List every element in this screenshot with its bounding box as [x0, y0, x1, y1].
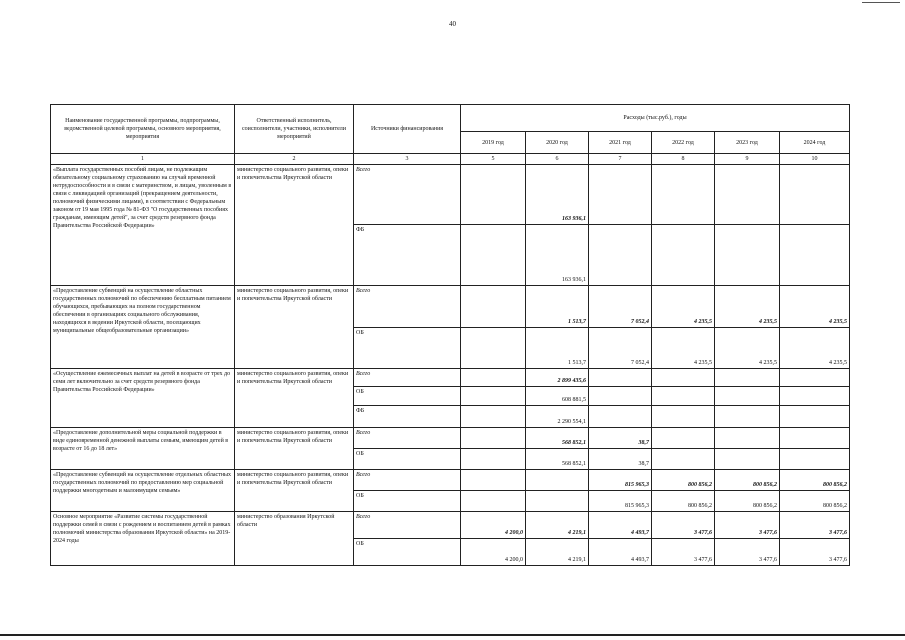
value-cell: 3 477,6	[780, 539, 850, 566]
value-cell: 4 235,5	[780, 286, 850, 328]
value-cell	[652, 165, 715, 225]
value-cell: 3 477,6	[652, 539, 715, 566]
value-cell: 800 856,2	[652, 491, 715, 512]
source-label: Всего	[354, 286, 461, 328]
value-cell: 2 290 554,1	[526, 406, 589, 428]
value-cell: 800 856,2	[780, 491, 850, 512]
source-label: ФБ	[354, 225, 461, 286]
value-cell	[526, 491, 589, 512]
value-cell: 163 936,1	[526, 225, 589, 286]
source-label: Всего	[354, 470, 461, 491]
column-number: 10	[780, 154, 850, 165]
value-cell: 3 477,6	[715, 512, 780, 539]
value-cell: 38,7	[589, 449, 652, 470]
value-cell: 1 513,7	[526, 328, 589, 369]
value-cell: 4 235,5	[780, 328, 850, 369]
value-cell: 568 852,1	[526, 449, 589, 470]
value-cell	[715, 369, 780, 387]
source-label: ФБ	[354, 406, 461, 428]
value-cell: 800 856,2	[780, 470, 850, 491]
executor: министерство социального развития, опеки и попечительства Иркутской области	[235, 470, 354, 512]
value-cell: 1 513,7	[526, 286, 589, 328]
table-row	[51, 369, 850, 387]
corner-rule	[862, 2, 900, 3]
value-cell: 2 899 435,6	[526, 369, 589, 387]
value-cell: 3 477,6	[652, 512, 715, 539]
value-cell	[652, 428, 715, 449]
value-cell: 3 477,6	[780, 512, 850, 539]
value-cell	[715, 165, 780, 225]
value-cell	[652, 449, 715, 470]
column-number: 8	[652, 154, 715, 165]
source-label: ОБ	[354, 328, 461, 369]
value-cell: 815 965,3	[589, 470, 652, 491]
header-program: Наименование государственной программы, подпрограммы, ведомственной целевой программы, основного мероприятия, мероприятия	[51, 105, 235, 154]
value-cell	[780, 449, 850, 470]
value-cell	[780, 387, 850, 406]
header-expenses: Расходы (тыс.руб.), годы	[461, 105, 850, 132]
value-cell	[715, 225, 780, 286]
value-cell: 800 856,2	[715, 470, 780, 491]
column-number: 1	[51, 154, 235, 165]
column-number: 3	[354, 154, 461, 165]
value-cell: 568 852,1	[526, 428, 589, 449]
value-cell: 4 200,0	[461, 512, 526, 539]
header-sources: Источники финансирования	[354, 105, 461, 154]
source-label: ОБ	[354, 387, 461, 406]
executor: министерство социального развития, опеки и попечительства Иркутской области	[235, 369, 354, 428]
executor: министерство социального развития, опеки и попечительства Иркутской области	[235, 286, 354, 369]
header-year: 2021 год	[589, 132, 652, 154]
value-cell	[526, 470, 589, 491]
column-number: 9	[715, 154, 780, 165]
value-cell	[461, 470, 526, 491]
value-cell: 38,7	[589, 428, 652, 449]
value-cell	[461, 387, 526, 406]
column-number: 5	[461, 154, 526, 165]
value-cell	[715, 387, 780, 406]
header-year: 2023 год	[715, 132, 780, 154]
value-cell	[780, 165, 850, 225]
value-cell	[461, 328, 526, 369]
source-label: ОБ	[354, 491, 461, 512]
page-number: 40	[449, 20, 456, 28]
value-cell	[589, 369, 652, 387]
value-cell	[461, 286, 526, 328]
page-bottom-rule	[0, 634, 905, 636]
table-row	[51, 428, 850, 449]
value-cell: 800 856,2	[652, 470, 715, 491]
column-number: 2	[235, 154, 354, 165]
header-year: 2019 год	[461, 132, 526, 154]
program-name: «Предоставление субвенций на осуществление отдельных областных государственных полномочий по предоставлению мер социальной поддержки многодетным и малоимущим семьям»	[51, 470, 235, 512]
value-cell	[461, 449, 526, 470]
table-row	[51, 286, 850, 328]
value-cell	[461, 406, 526, 428]
value-cell: 815 965,3	[589, 491, 652, 512]
value-cell: 4 235,5	[715, 286, 780, 328]
value-cell	[461, 165, 526, 225]
value-cell	[652, 406, 715, 428]
program-name: Основное мероприятие «Развитие системы государственной поддержки семей в связи с рождением и воспитанием детей в рамках полномочий министерства образования Иркутской области» на 2019-2024 годы	[51, 512, 235, 566]
source-label: Всего	[354, 428, 461, 449]
value-cell: 4 200,0	[461, 539, 526, 566]
value-cell: 163 936,1	[526, 165, 589, 225]
value-cell	[780, 369, 850, 387]
table-row	[51, 512, 850, 539]
value-cell: 3 477,6	[715, 539, 780, 566]
value-cell	[461, 428, 526, 449]
executor: министерство социального развития, опеки и попечительства Иркутской области	[235, 165, 354, 286]
value-cell	[461, 225, 526, 286]
value-cell	[780, 428, 850, 449]
value-cell	[652, 369, 715, 387]
value-cell: 4 219,1	[526, 539, 589, 566]
value-cell	[589, 387, 652, 406]
value-cell: 4 235,5	[652, 286, 715, 328]
value-cell	[780, 225, 850, 286]
value-cell	[715, 428, 780, 449]
value-cell	[461, 491, 526, 512]
value-cell: 4 235,5	[652, 328, 715, 369]
executor: министерство социального развития, опеки и попечительства Иркутской области	[235, 428, 354, 470]
source-label: ОБ	[354, 449, 461, 470]
value-cell: 608 881,5	[526, 387, 589, 406]
column-number: 6	[526, 154, 589, 165]
value-cell	[461, 369, 526, 387]
source-label: Всего	[354, 369, 461, 387]
value-cell	[589, 165, 652, 225]
header-year: 2020 год	[526, 132, 589, 154]
source-label: ОБ	[354, 539, 461, 566]
value-cell	[715, 406, 780, 428]
program-name: «Осуществление ежемесячных выплат на детей в возрасте от трех до семи лет включительно за счет средств резервного фонда Правительства Российской Федерации»	[51, 369, 235, 428]
program-name: «Предоставление дополнительной меры социальной поддержки в виде единовременной денежной выплаты семьям, имеющим детей в возрасте от 16 до 18 лет»	[51, 428, 235, 470]
header-year: 2024 год	[780, 132, 850, 154]
value-cell: 4 493,7	[589, 539, 652, 566]
value-cell: 800 856,2	[715, 491, 780, 512]
value-cell	[589, 225, 652, 286]
value-cell	[589, 406, 652, 428]
column-number: 7	[589, 154, 652, 165]
value-cell: 4 493,7	[589, 512, 652, 539]
program-name: «Предоставление субвенций на осуществление областных государственных полномочий по обеспечению бесплатным питанием обучающихся, пребывающих на полном государственном обеспечении в организациях социального обслуживания, находящихся в ведении Иркутской области, посещающих муниципальные общеобразовательные организации»	[51, 286, 235, 369]
header-year: 2022 год	[652, 132, 715, 154]
source-label: Всего	[354, 512, 461, 539]
value-cell	[652, 387, 715, 406]
value-cell	[780, 406, 850, 428]
table-row	[51, 165, 850, 225]
value-cell: 4 235,5	[715, 328, 780, 369]
executor: министерство образования Иркутской области	[235, 512, 354, 566]
value-cell: 4 219,1	[526, 512, 589, 539]
value-cell	[715, 449, 780, 470]
program-name: «Выплата государственных пособий лицам, не подлежащим обязательному социальному страхованию на случай временной нетрудоспособности и в связи с материнством, и лицам, уволенным в связи с ликвидацией организаций (прекращением деятельности, полномочий физическими лицами), в соответствии с Федеральным законом от 19 мая 1995 года № 81-ФЗ "О государственных пособиях гражданам, имеющим детей", за счет средств резервного фонда Правительства Российской Федерации»	[51, 165, 235, 286]
expenses-table	[50, 104, 850, 566]
value-cell	[652, 225, 715, 286]
value-cell: 7 052,4	[589, 328, 652, 369]
table-row	[51, 470, 850, 491]
value-cell: 7 052,4	[589, 286, 652, 328]
header-executor: Ответственный исполнитель, соисполнители, участники, исполнители мероприятий	[235, 105, 354, 154]
source-label: Всего	[354, 165, 461, 225]
